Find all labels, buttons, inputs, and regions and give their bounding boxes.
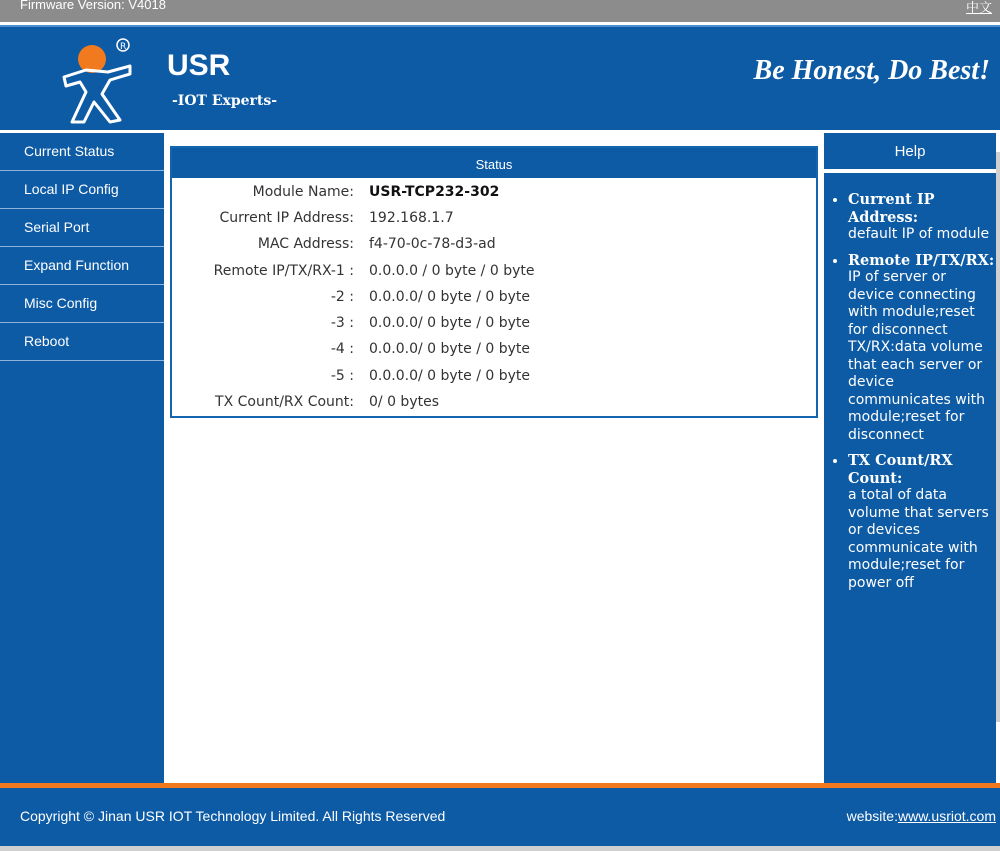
status-label: -2 : (330, 289, 354, 305)
status-value: 0.0.0.0/ 0 byte / 0 byte (369, 289, 531, 305)
status-label: -3 : (330, 315, 354, 331)
sidebar-item-expand-function[interactable]: Expand Function (0, 247, 164, 285)
help-item-text: a total of data volume that servers or devices communicate with module;reset for power off (848, 487, 989, 591)
status-row (172, 289, 816, 315)
status-value: 0.0.0.0/ 0 byte / 0 byte (369, 315, 531, 331)
help-item-text: default IP of module (848, 226, 990, 242)
status-row (172, 368, 816, 394)
status-value: 0.0.0.0/ 0 byte / 0 byte (369, 368, 531, 384)
usr-logo-icon (50, 32, 140, 127)
status-row (172, 341, 816, 367)
status-panel-title: Status (172, 148, 816, 178)
sidebar-item-misc-config[interactable]: Misc Config (0, 285, 164, 323)
status-value: 0.0.0.0 / 0 byte / 0 byte (369, 263, 535, 279)
help-item-title: • TX Count/RX Count: (848, 452, 953, 487)
status-label: TX Count/RX Count: (215, 394, 354, 410)
status-value: USR-TCP232-302 (369, 184, 500, 200)
sidebar-item-serial-port[interactable]: Serial Port (0, 209, 164, 247)
status-label: Current IP Address: (219, 210, 354, 226)
website-link[interactable]: www.usriot.com (897, 808, 996, 824)
status-row (172, 263, 816, 289)
help-item-title: • Remote IP/TX/RX: (848, 251, 995, 269)
firmware-version: Firmware Version: V4018 (20, 0, 166, 12)
top-bar (0, 0, 1000, 22)
help-item (848, 252, 996, 445)
help-item (848, 452, 996, 592)
status-row (172, 210, 816, 236)
sidebar-nav (0, 133, 164, 783)
status-row (172, 184, 816, 210)
sidebar-item-reboot[interactable]: Reboot (0, 323, 164, 361)
company-motto: Be Honest, Do Best! (753, 55, 990, 86)
svg-text:R: R (120, 42, 127, 52)
sidebar-item-local-ip-config[interactable]: Local IP Config (0, 171, 164, 209)
status-label: Module Name: (252, 184, 354, 200)
copyright-text: Copyright © Jinan USR IOT Technology Limited. All Rights Reserved (20, 808, 446, 824)
status-label: MAC Address: (257, 236, 354, 252)
help-panel (824, 173, 996, 783)
help-scrollbar[interactable] (996, 152, 1000, 722)
website-info (847, 808, 996, 824)
header-banner (0, 25, 1000, 130)
language-switch-link[interactable]: 中文 (965, 0, 992, 15)
status-value: 0.0.0.0/ 0 byte / 0 byte (369, 341, 531, 357)
status-row (172, 394, 816, 420)
status-row (172, 315, 816, 341)
bottom-strip (0, 846, 1000, 851)
sidebar-item-current-status[interactable]: Current Status (0, 133, 164, 171)
status-value: 192.168.1.7 (369, 210, 454, 226)
help-item-text: IP of server or device connecting with module;reset for disconnect TX/RX:data volume that each server or device communicates with module;reset for disconnect (848, 269, 985, 443)
website-label: website: (846, 808, 898, 824)
brand-tagline: -IOT Experts- (172, 93, 278, 109)
footer (0, 788, 1000, 846)
help-item (848, 191, 996, 244)
brand-name: USR (167, 49, 231, 82)
status-label: -5 : (330, 368, 354, 384)
status-label: -4 : (330, 341, 354, 357)
status-label: Remote IP/TX/RX-1 : (213, 263, 354, 279)
status-panel (170, 146, 818, 418)
help-item-title: • Current IP Address: (848, 191, 935, 226)
status-value: f4-70-0c-78-d3-ad (369, 236, 496, 252)
status-value: 0/ 0 bytes (369, 394, 439, 410)
status-row (172, 236, 816, 262)
help-title: Help (824, 133, 996, 169)
